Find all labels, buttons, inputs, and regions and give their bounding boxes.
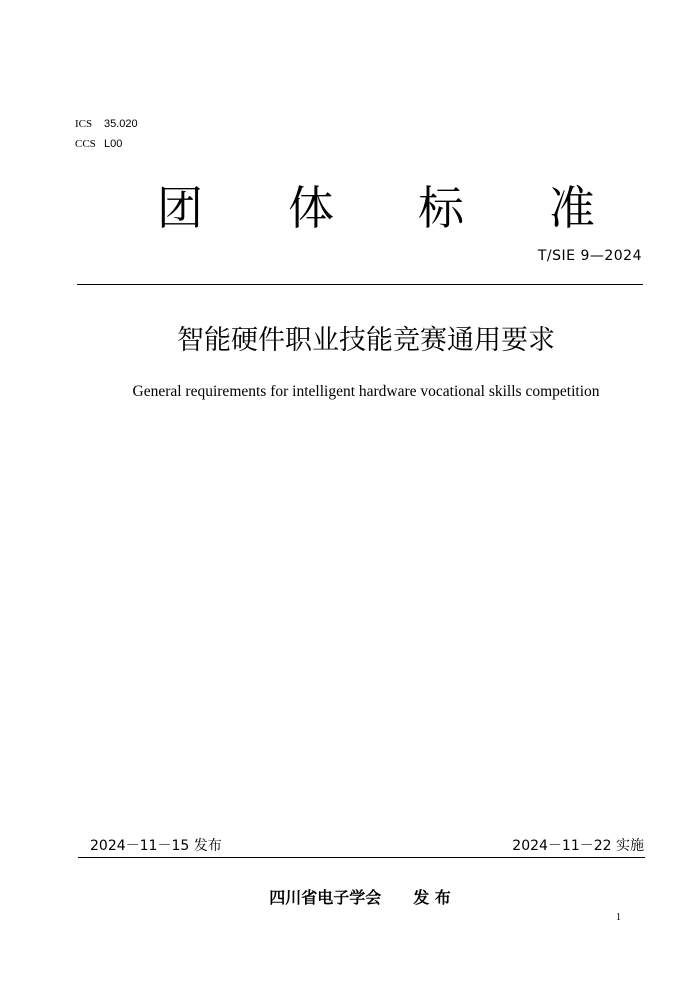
standard-type-char: 团 bbox=[157, 181, 203, 235]
standard-number: T/SIE 9—2024 bbox=[537, 248, 642, 264]
ccs-value: L00 bbox=[104, 138, 123, 150]
release-date: 2024－11－15 发布 bbox=[90, 838, 222, 854]
ccs-label: CCS bbox=[75, 138, 96, 150]
ics-row bbox=[75, 114, 138, 134]
bottom-divider bbox=[78, 857, 645, 858]
chinese-title: 智能硬件职业技能竞赛通用要求 bbox=[177, 325, 555, 356]
standard-type-char: 准 bbox=[549, 181, 595, 235]
page-number: 1 bbox=[616, 912, 621, 923]
implementation-date: 2024－11－22 实施 bbox=[512, 838, 644, 854]
ics-value: 35.020 bbox=[104, 118, 138, 130]
english-title: General requirements for intelligent hardware vocational skills competition bbox=[132, 383, 600, 400]
issuer: 四川省电子学会 发 布 bbox=[269, 888, 451, 907]
standard-type-char: 体 bbox=[288, 181, 334, 235]
ccs-row bbox=[75, 134, 138, 154]
top-divider bbox=[77, 284, 643, 285]
ics-label: ICS bbox=[75, 118, 93, 130]
classification-codes bbox=[75, 114, 138, 154]
standard-type-char: 标 bbox=[418, 181, 464, 235]
standard-type-title bbox=[0, 180, 700, 240]
